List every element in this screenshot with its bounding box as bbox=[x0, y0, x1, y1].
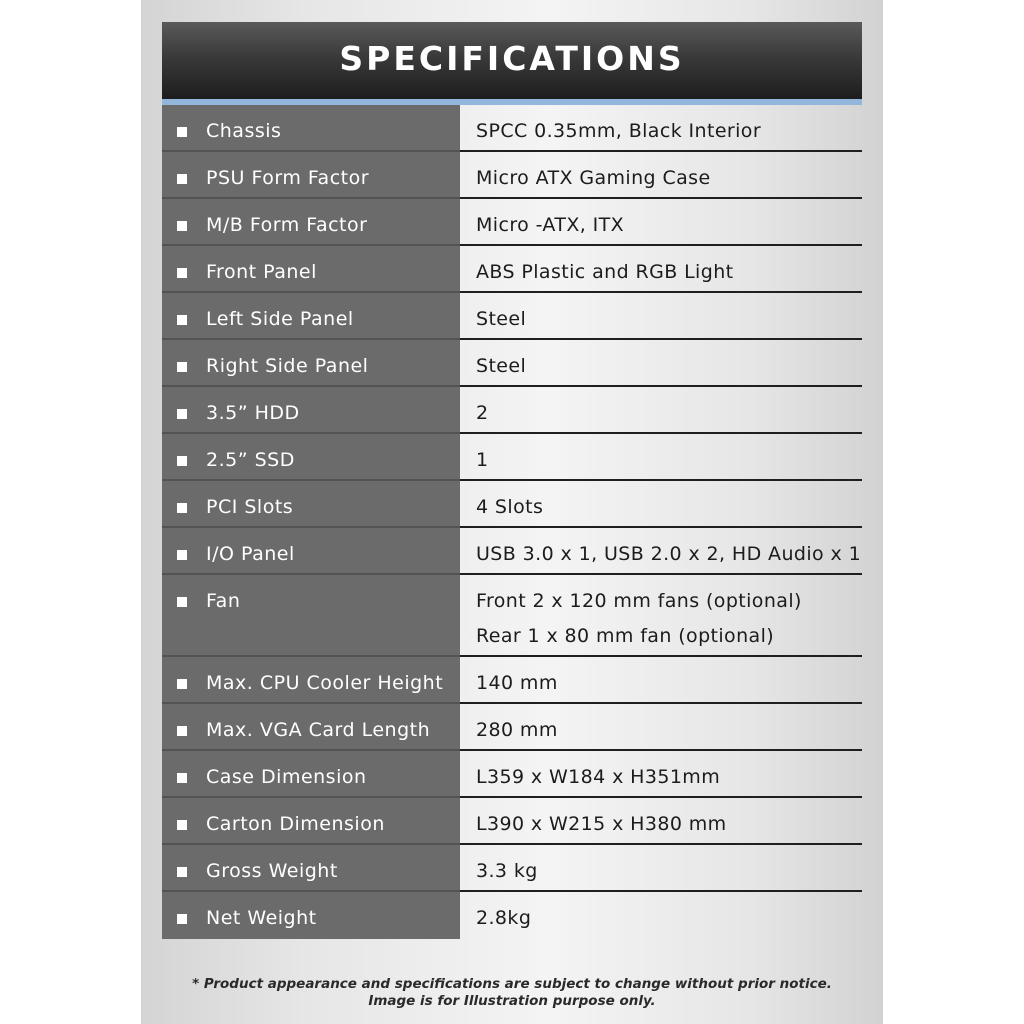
spec-value-cell bbox=[460, 293, 862, 340]
spec-value-cell bbox=[460, 798, 862, 845]
square-bullet-icon bbox=[177, 503, 187, 513]
spec-value-line2: Rear 1 x 80 mm fan (optional) bbox=[476, 625, 775, 647]
spec-value: Micro ATX Gaming Case bbox=[476, 167, 711, 189]
spec-label: I/O Panel bbox=[206, 543, 295, 565]
square-bullet-icon bbox=[177, 773, 187, 783]
spec-value: L390 x W215 x H380 mm bbox=[476, 813, 727, 835]
spec-value-cell bbox=[460, 246, 862, 293]
spec-value-cell bbox=[460, 152, 862, 199]
square-bullet-icon bbox=[177, 679, 187, 689]
spec-label: Left Side Panel bbox=[206, 308, 354, 330]
spec-row-fan bbox=[162, 575, 862, 657]
spec-row-case-dimension bbox=[162, 751, 862, 798]
spec-label: Chassis bbox=[206, 120, 282, 142]
spec-label-cell bbox=[162, 575, 460, 657]
spec-value: Steel bbox=[476, 308, 527, 330]
spec-value: 3.3 kg bbox=[476, 860, 538, 882]
disclaimer-footnote bbox=[141, 976, 883, 1010]
spec-row-front-panel bbox=[162, 246, 862, 293]
spec-value-cell bbox=[460, 892, 862, 939]
square-bullet-icon bbox=[177, 221, 187, 231]
spec-value: 2 bbox=[476, 402, 489, 424]
spec-value: 2.8kg bbox=[476, 907, 532, 929]
spec-value-cell bbox=[460, 657, 862, 704]
spec-value: 4 Slots bbox=[476, 496, 544, 518]
spec-value: SPCC 0.35mm, Black Interior bbox=[476, 120, 762, 142]
spec-value-multiline bbox=[476, 590, 802, 647]
spec-label: M/B Form Factor bbox=[206, 214, 368, 236]
spec-value-cell bbox=[460, 199, 862, 246]
disclaimer-line-2: Image is for Illustration purpose only. bbox=[368, 993, 656, 1009]
spec-label-cell bbox=[162, 481, 460, 528]
spec-label-cell bbox=[162, 246, 460, 293]
spec-value-cell bbox=[460, 704, 862, 751]
spec-label: 3.5” HDD bbox=[206, 402, 300, 424]
spec-row-left-side-panel bbox=[162, 293, 862, 340]
spec-label-cell bbox=[162, 751, 460, 798]
spec-label: Carton Dimension bbox=[206, 813, 385, 835]
spec-row-pci-slots bbox=[162, 481, 862, 528]
spec-value-cell bbox=[460, 105, 862, 152]
spec-row-vga-card-length bbox=[162, 704, 862, 751]
spec-label: PSU Form Factor bbox=[206, 167, 370, 189]
spec-row-carton-dimension bbox=[162, 798, 862, 845]
spec-row-hdd bbox=[162, 387, 862, 434]
square-bullet-icon bbox=[177, 362, 187, 372]
spec-value: Front 2 x 120 mm fans (optional) bbox=[476, 590, 802, 612]
spec-row-cpu-cooler-height bbox=[162, 657, 862, 704]
spec-row-ssd bbox=[162, 434, 862, 481]
spec-label: Case Dimension bbox=[206, 766, 367, 788]
spec-value: Steel bbox=[476, 355, 527, 377]
spec-label-cell bbox=[162, 293, 460, 340]
square-bullet-icon bbox=[177, 726, 187, 736]
square-bullet-icon bbox=[177, 914, 187, 924]
spec-label-cell bbox=[162, 528, 460, 575]
square-bullet-icon bbox=[177, 820, 187, 830]
spec-label: Net Weight bbox=[206, 907, 317, 929]
square-bullet-icon bbox=[177, 550, 187, 560]
spec-value-cell bbox=[460, 387, 862, 434]
specifications-table bbox=[162, 105, 862, 939]
spec-row-net-weight bbox=[162, 892, 862, 939]
spec-label: PCI Slots bbox=[206, 496, 294, 518]
spec-value-cell bbox=[460, 751, 862, 798]
spec-row-gross-weight bbox=[162, 845, 862, 892]
spec-label-cell bbox=[162, 798, 460, 845]
spec-label-cell bbox=[162, 387, 460, 434]
spec-label: Fan bbox=[206, 590, 241, 612]
spec-value: L359 x W184 x H351mm bbox=[476, 766, 721, 788]
spec-row-chassis bbox=[162, 105, 862, 152]
spec-value-cell bbox=[460, 575, 862, 657]
square-bullet-icon bbox=[177, 268, 187, 278]
square-bullet-icon bbox=[177, 867, 187, 877]
spec-label-cell bbox=[162, 657, 460, 704]
spec-value: Micro -ATX, ITX bbox=[476, 214, 625, 236]
spec-row-psu-form-factor bbox=[162, 152, 862, 199]
spec-value-cell bbox=[460, 528, 862, 575]
spec-label-cell bbox=[162, 845, 460, 892]
square-bullet-icon bbox=[177, 456, 187, 466]
disclaimer-line-1: * Product appearance and specifications are subject to change without prior notice. bbox=[192, 976, 832, 992]
spec-label-cell bbox=[162, 199, 460, 246]
square-bullet-icon bbox=[177, 315, 187, 325]
spec-label: Max. CPU Cooler Height bbox=[206, 672, 444, 694]
spec-row-io-panel bbox=[162, 528, 862, 575]
spec-label: Right Side Panel bbox=[206, 355, 369, 377]
spec-value: 1 bbox=[476, 449, 489, 471]
spec-label-cell bbox=[162, 704, 460, 751]
spec-value-cell bbox=[460, 340, 862, 387]
spec-row-mb-form-factor bbox=[162, 199, 862, 246]
spec-value-cell bbox=[460, 845, 862, 892]
spec-value: USB 3.0 x 1, USB 2.0 x 2, HD Audio x 1 bbox=[476, 543, 862, 565]
square-bullet-icon bbox=[177, 597, 187, 607]
spec-row-right-side-panel bbox=[162, 340, 862, 387]
page-title: SPECIFICATIONS bbox=[339, 39, 685, 78]
square-bullet-icon bbox=[177, 174, 187, 184]
spec-label-cell bbox=[162, 340, 460, 387]
spec-label-cell bbox=[162, 892, 460, 939]
spec-value-cell bbox=[460, 481, 862, 528]
square-bullet-icon bbox=[177, 409, 187, 419]
spec-label: Max. VGA Card Length bbox=[206, 719, 431, 741]
spec-value: 280 mm bbox=[476, 719, 558, 741]
specifications-header bbox=[162, 22, 862, 99]
spec-value-cell bbox=[460, 434, 862, 481]
square-bullet-icon bbox=[177, 127, 187, 137]
spec-value: 140 mm bbox=[476, 672, 558, 694]
spec-label: Front Panel bbox=[206, 261, 317, 283]
spec-label: 2.5” SSD bbox=[206, 449, 295, 471]
spec-label-cell bbox=[162, 105, 460, 152]
spec-label-cell bbox=[162, 434, 460, 481]
spec-label: Gross Weight bbox=[206, 860, 338, 882]
spec-value: ABS Plastic and RGB Light bbox=[476, 261, 734, 283]
spec-label-cell bbox=[162, 152, 460, 199]
